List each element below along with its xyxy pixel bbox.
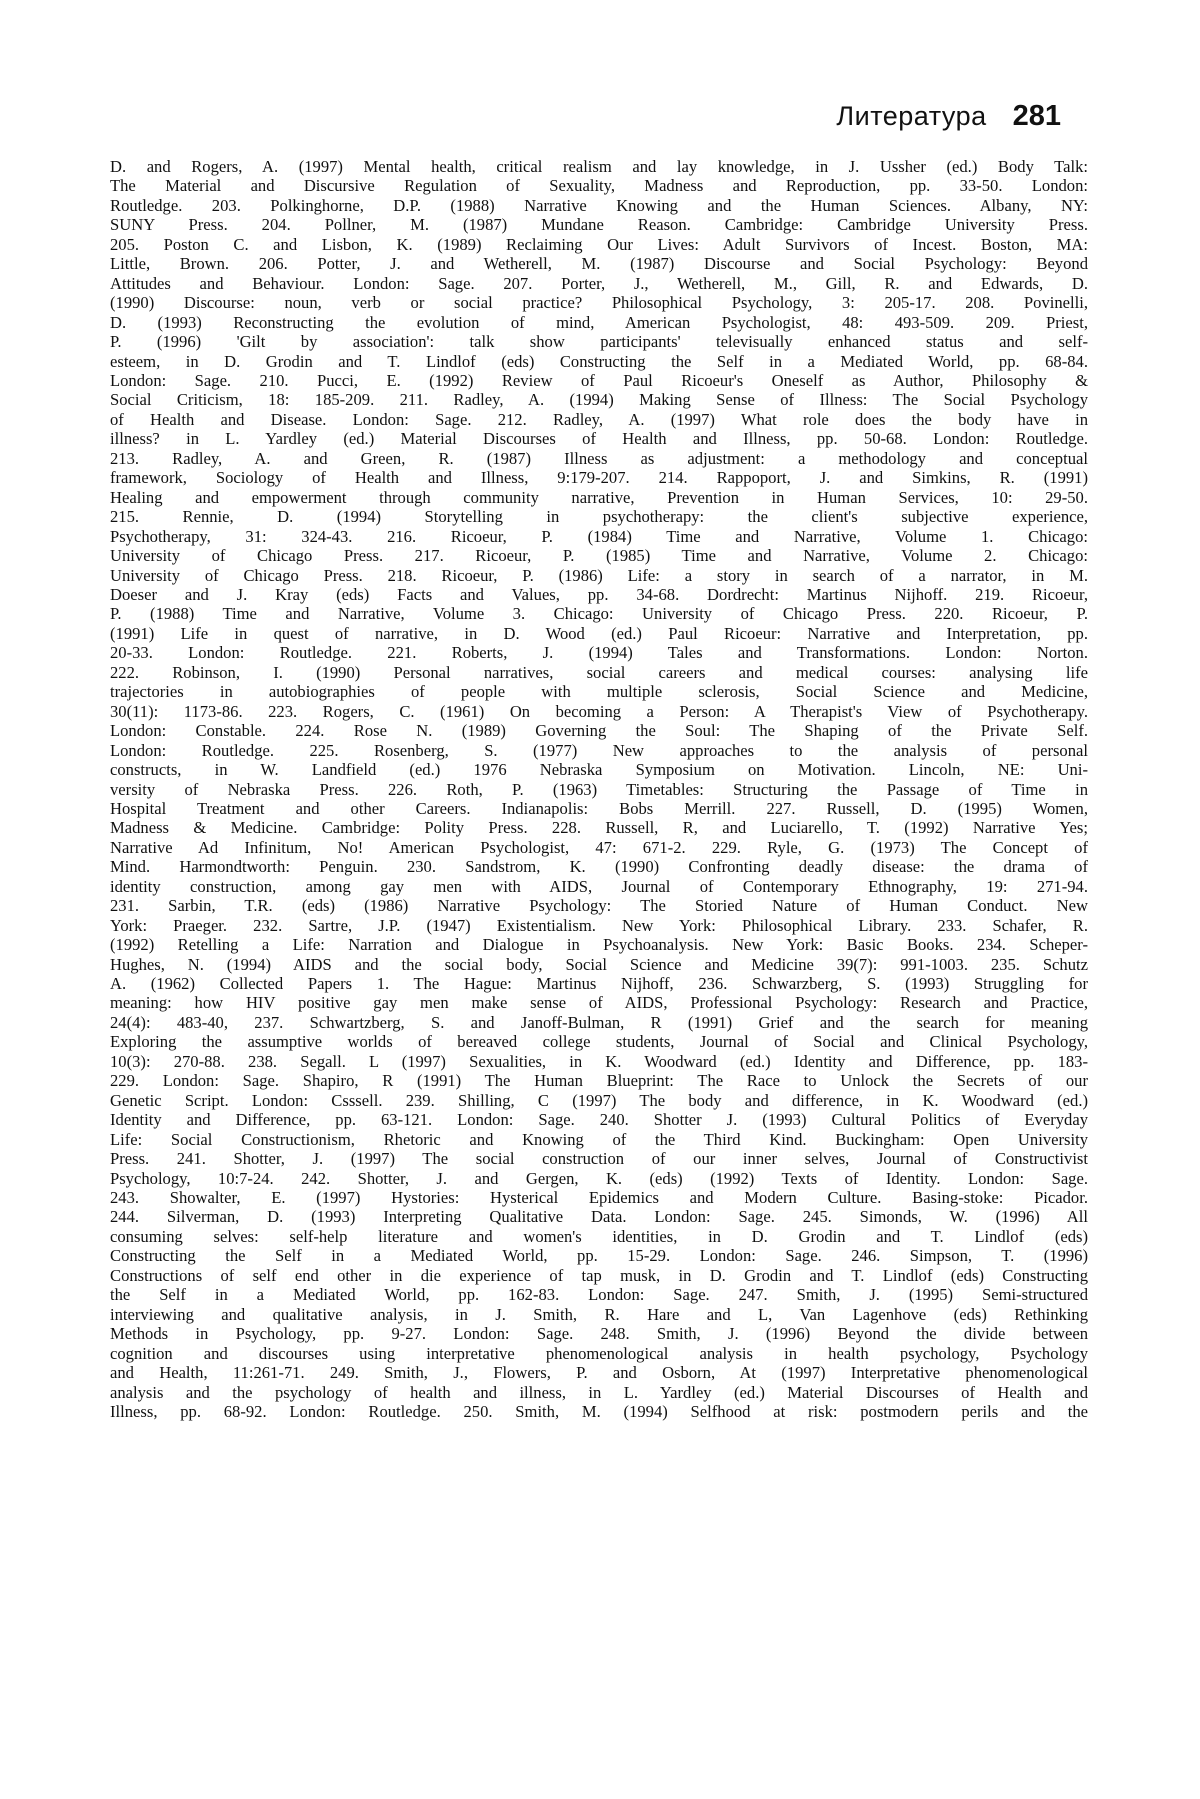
reference-text-line: Constructing the Self in a Mediated World, pp. 15-29. London: Sage. 246. Simpson, T. (1996) bbox=[110, 1246, 1088, 1266]
reference-text-line: P. (1996) 'Gilt by association': talk show participants' televisually enhanced status and self- bbox=[110, 332, 1088, 352]
reference-text-line: Exploring the assumptive worlds of bereaved college students, Journal of Social and Clinical Psychology, bbox=[110, 1032, 1088, 1052]
reference-text-line: Hospital Treatment and other Careers. Indianapolis: Bobs Merrill. 227. Russell, D. (1995) Women, bbox=[110, 798, 1088, 818]
reference-text-line: framework, Sociology of Health and Illness, 9:179-207. 214. Rappoport, J. and Simkins, R. (1991) bbox=[110, 468, 1088, 488]
reference-text-line: trajectories in autobiographies of people with multiple sclerosis, Social Science and Medicine, bbox=[110, 682, 1088, 702]
reference-text-line: 215. Rennie, D. (1994) Storytelling in psychotherapy: the client's subjective experience, bbox=[110, 507, 1088, 527]
reference-text-line: cognition and discourses using interpretative phenomenological analysis in health psychology, Psychology bbox=[110, 1343, 1088, 1363]
reference-text-line: Constructions of self end other in die experience of tap musk, in D. Grodin and T. Lindlof (eds) Constructing bbox=[110, 1265, 1088, 1285]
reference-text-line: University of Chicago Press. 218. Ricoeur, P. (1986) Life: a story in search of a narrator, in M. bbox=[110, 565, 1088, 585]
bibliography-text bbox=[110, 157, 1088, 1421]
reference-text-line: 243. Showalter, E. (1997) Hystories: Hysterical Epidemics and Modern Culture. Basing-stoke: Picador. bbox=[110, 1188, 1088, 1208]
reference-text-line: (1990) Discourse: noun, verb or social practice? Philosophical Psychology, 3: 205-17. 208. Povinelli, bbox=[110, 293, 1088, 313]
reference-text-line: D. (1993) Reconstructing the evolution of mind, American Psychologist, 48: 493-509. 209. Priest, bbox=[110, 312, 1088, 332]
reference-text-line: 30(11): 1173-86. 223. Rogers, C. (1961) On becoming a Person: A Therapist's View of Psychotherapy. bbox=[110, 701, 1088, 721]
reference-text-line: versity of Nebraska Press. 226. Roth, P. (1963) Timetables: Structuring the Passage of Time in bbox=[110, 779, 1088, 799]
reference-text-line: Press. 241. Shotter, J. (1997) The social construction of our inner selves, Journal of Constructivist bbox=[110, 1149, 1088, 1169]
page-number: 281 bbox=[1012, 100, 1061, 132]
reference-text-line: Illness, pp. 68-92. London: Routledge. 250. Smith, M. (1994) Selfhood at risk: postmodern perils and the bbox=[110, 1402, 1088, 1421]
reference-text-line: the Self in a Mediated World, pp. 162-83. London: Sage. 247. Smith, J. (1995) Semi-structured bbox=[110, 1285, 1088, 1305]
reference-text-line: (1992) Retelling a Life: Narration and Dialogue in Psychoanalysis. New York: Basic Books. 234. Scheper- bbox=[110, 935, 1088, 955]
reference-text-line: 205. Poston C. and Lisbon, K. (1989) Reclaiming Our Lives: Adult Survivors of Incest. Boston, MA: bbox=[110, 234, 1088, 254]
reference-text-line: (1991) Life in quest of narrative, in D. Wood (ed.) Paul Ricoeur: Narrative and Interpretation, pp. bbox=[110, 623, 1088, 643]
reference-text-line: London: Constable. 224. Rose N. (1989) Governing the Soul: The Shaping of the Private Self. bbox=[110, 721, 1088, 741]
reference-text-line: 222. Robinson, I. (1990) Personal narratives, social careers and medical courses: analysing life bbox=[110, 662, 1088, 682]
reference-text-line: 229. London: Sage. Shapiro, R (1991) The Human Blueprint: The Race to Unlock the Secrets of our bbox=[110, 1071, 1088, 1091]
reference-text-line: Methods in Psychology, pp. 9-27. London: Sage. 248. Smith, J. (1996) Beyond the divide between bbox=[110, 1324, 1088, 1344]
reference-text-line: SUNY Press. 204. Pollner, M. (1987) Mundane Reason. Cambridge: Cambridge University Press. bbox=[110, 215, 1088, 235]
reference-text-line: 244. Silverman, D. (1993) Interpreting Qualitative Data. London: Sage. 245. Simonds, W. (1996) All bbox=[110, 1207, 1088, 1227]
reference-text-line: 24(4): 483-40, 237. Schwartzberg, S. and Janoff-Bulman, R (1991) Grief and the search for meaning bbox=[110, 1012, 1088, 1032]
reference-text-line: Life: Social Constructionism, Rhetoric and Knowing of the Third Kind. Buckingham: Open University bbox=[110, 1129, 1088, 1149]
reference-text-line: identity construction, among gay men with AIDS, Journal of Contemporary Ethnography, 19: 271-94. bbox=[110, 876, 1088, 896]
reference-text-line: interviewing and qualitative analysis, in J. Smith, R. Hare and L, Van Lagenhove (eds) Rethinking bbox=[110, 1304, 1088, 1324]
reference-text-line: Routledge. 203. Polkinghorne, D.P. (1988) Narrative Knowing and the Human Sciences. Albany, NY: bbox=[110, 195, 1088, 215]
reference-text-line: London: Routledge. 225. Rosenberg, S. (1977) New approaches to the analysis of personal bbox=[110, 740, 1088, 760]
reference-text-line: esteem, in D. Grodin and T. Lindlof (eds) Constructing the Self in a Mediated World, pp. 68-84. bbox=[110, 351, 1088, 371]
reference-text-line: Hughes, N. (1994) AIDS and the social body, Social Science and Medicine 39(7): 991-1003. 235. Schutz bbox=[110, 954, 1088, 974]
reference-text-line: Attitudes and Behaviour. London: Sage. 207. Porter, J., Wetherell, M., Gill, R. and Edwards, D. bbox=[110, 273, 1088, 293]
reference-text-line: Social Criticism, 18: 185-209. 211. Radley, A. (1994) Making Sense of Illness: The Social Psychology bbox=[110, 390, 1088, 410]
reference-text-line: Doeser and J. Kray (eds) Facts and Values, pp. 34-68. Dordrecht: Martinus Nijhoff. 219. Ricoeur, bbox=[110, 584, 1088, 604]
reference-text-line: Healing and empowerment through community narrative, Prevention in Human Services, 10: 29-50. bbox=[110, 487, 1088, 507]
reference-text-line: Mind. Harmondtworth: Penguin. 230. Sandstrom, K. (1990) Confronting deadly disease: the drama of bbox=[110, 857, 1088, 877]
reference-text-line: London: Sage. 210. Pucci, E. (1992) Review of Paul Ricoeur's Oneself as Author, Philosophy & bbox=[110, 370, 1088, 390]
reference-text-line: The Material and Discursive Regulation of Sexuality, Madness and Reproduction, pp. 33-50. London: bbox=[110, 176, 1088, 196]
reference-text-line: P. (1988) Time and Narrative, Volume 3. Chicago: University of Chicago Press. 220. Ricoeur, P. bbox=[110, 604, 1088, 624]
reference-text-line: 10(3): 270-88. 238. Segall. L (1997) Sexualities, in K. Woodward (ed.) Identity and Difference, pp. 183- bbox=[110, 1051, 1088, 1071]
reference-text-line: of Health and Disease. London: Sage. 212. Radley, A. (1997) What role does the body have in bbox=[110, 409, 1088, 429]
reference-text-line: Psychology, 10:7-24. 242. Shotter, J. and Gergen, K. (eds) (1992) Texts of Identity. London: Sage. bbox=[110, 1168, 1088, 1188]
reference-text-line: 231. Sarbin, T.R. (eds) (1986) Narrative Psychology: The Storied Nature of Human Conduct. New bbox=[110, 896, 1088, 916]
reference-text-line: Little, Brown. 206. Potter, J. and Wetherell, M. (1987) Discourse and Social Psychology: Beyond bbox=[110, 254, 1088, 274]
reference-text-line: University of Chicago Press. 217. Ricoeur, P. (1985) Time and Narrative, Volume 2. Chicago: bbox=[110, 546, 1088, 566]
reference-text-line: Madness & Medicine. Cambridge: Polity Press. 228. Russell, R, and Luciarello, T. (1992) Narrative Yes; bbox=[110, 818, 1088, 838]
reference-text-line: consuming selves: self-help literature and women's identities, in D. Grodin and T. Lindlof (eds) bbox=[110, 1226, 1088, 1246]
running-header bbox=[836, 100, 1061, 133]
reference-text-line: illness? in L. Yardley (ed.) Material Discourses of Health and Illness, pp. 50-68. London: Routledge. bbox=[110, 429, 1088, 449]
reference-text-line: 20-33. London: Routledge. 221. Roberts, J. (1994) Tales and Transformations. London: Norton. bbox=[110, 643, 1088, 663]
reference-text-line: Narrative Ad Infinitum, No! American Psychologist, 47: 671-2. 229. Ryle, G. (1973) The Concept of bbox=[110, 837, 1088, 857]
reference-text-line: 213. Radley, A. and Green, R. (1987) Illness as adjustment: a methodology and conceptual bbox=[110, 448, 1088, 468]
reference-text-line: analysis and the psychology of health and illness, in L. Yardley (ed.) Material Discourses of Health and bbox=[110, 1382, 1088, 1402]
reference-text-line: Psychotherapy, 31: 324-43. 216. Ricoeur, P. (1984) Time and Narrative, Volume 1. Chicago: bbox=[110, 526, 1088, 546]
reference-text-line: D. and Rogers, A. (1997) Mental health, critical realism and lay knowledge, in J. Ussher (ed.) Body Talk: bbox=[110, 157, 1088, 176]
reference-text-line: Genetic Script. London: Csssell. 239. Shilling, C (1997) The body and difference, in K. Woodward (ed.) bbox=[110, 1090, 1088, 1110]
reference-text-line: and Health, 11:261-71. 249. Smith, J., Flowers, P. and Osborn, At (1997) Interpretative phenomenological bbox=[110, 1363, 1088, 1383]
reference-text-line: meaning: how HIV positive gay men make sense of AIDS, Professional Psychology: Research and Practice, bbox=[110, 993, 1088, 1013]
reference-text-line: Identity and Difference, pp. 63-121. London: Sage. 240. Shotter J. (1993) Cultural Politics of Everyday bbox=[110, 1110, 1088, 1130]
running-header-title: Литература bbox=[836, 101, 987, 131]
reference-text-line: York: Praeger. 232. Sartre, J.P. (1947) Existentialism. New York: Philosophical Library. 233. Schafer, R. bbox=[110, 915, 1088, 935]
reference-text-line: A. (1962) Collected Papers 1. The Hague: Martinus Nijhoff, 236. Schwarzberg, S. (1993) Struggling for bbox=[110, 974, 1088, 994]
reference-text-line: constructs, in W. Landfield (ed.) 1976 Nebraska Symposium on Motivation. Lincoln, NE: Uni- bbox=[110, 760, 1088, 780]
